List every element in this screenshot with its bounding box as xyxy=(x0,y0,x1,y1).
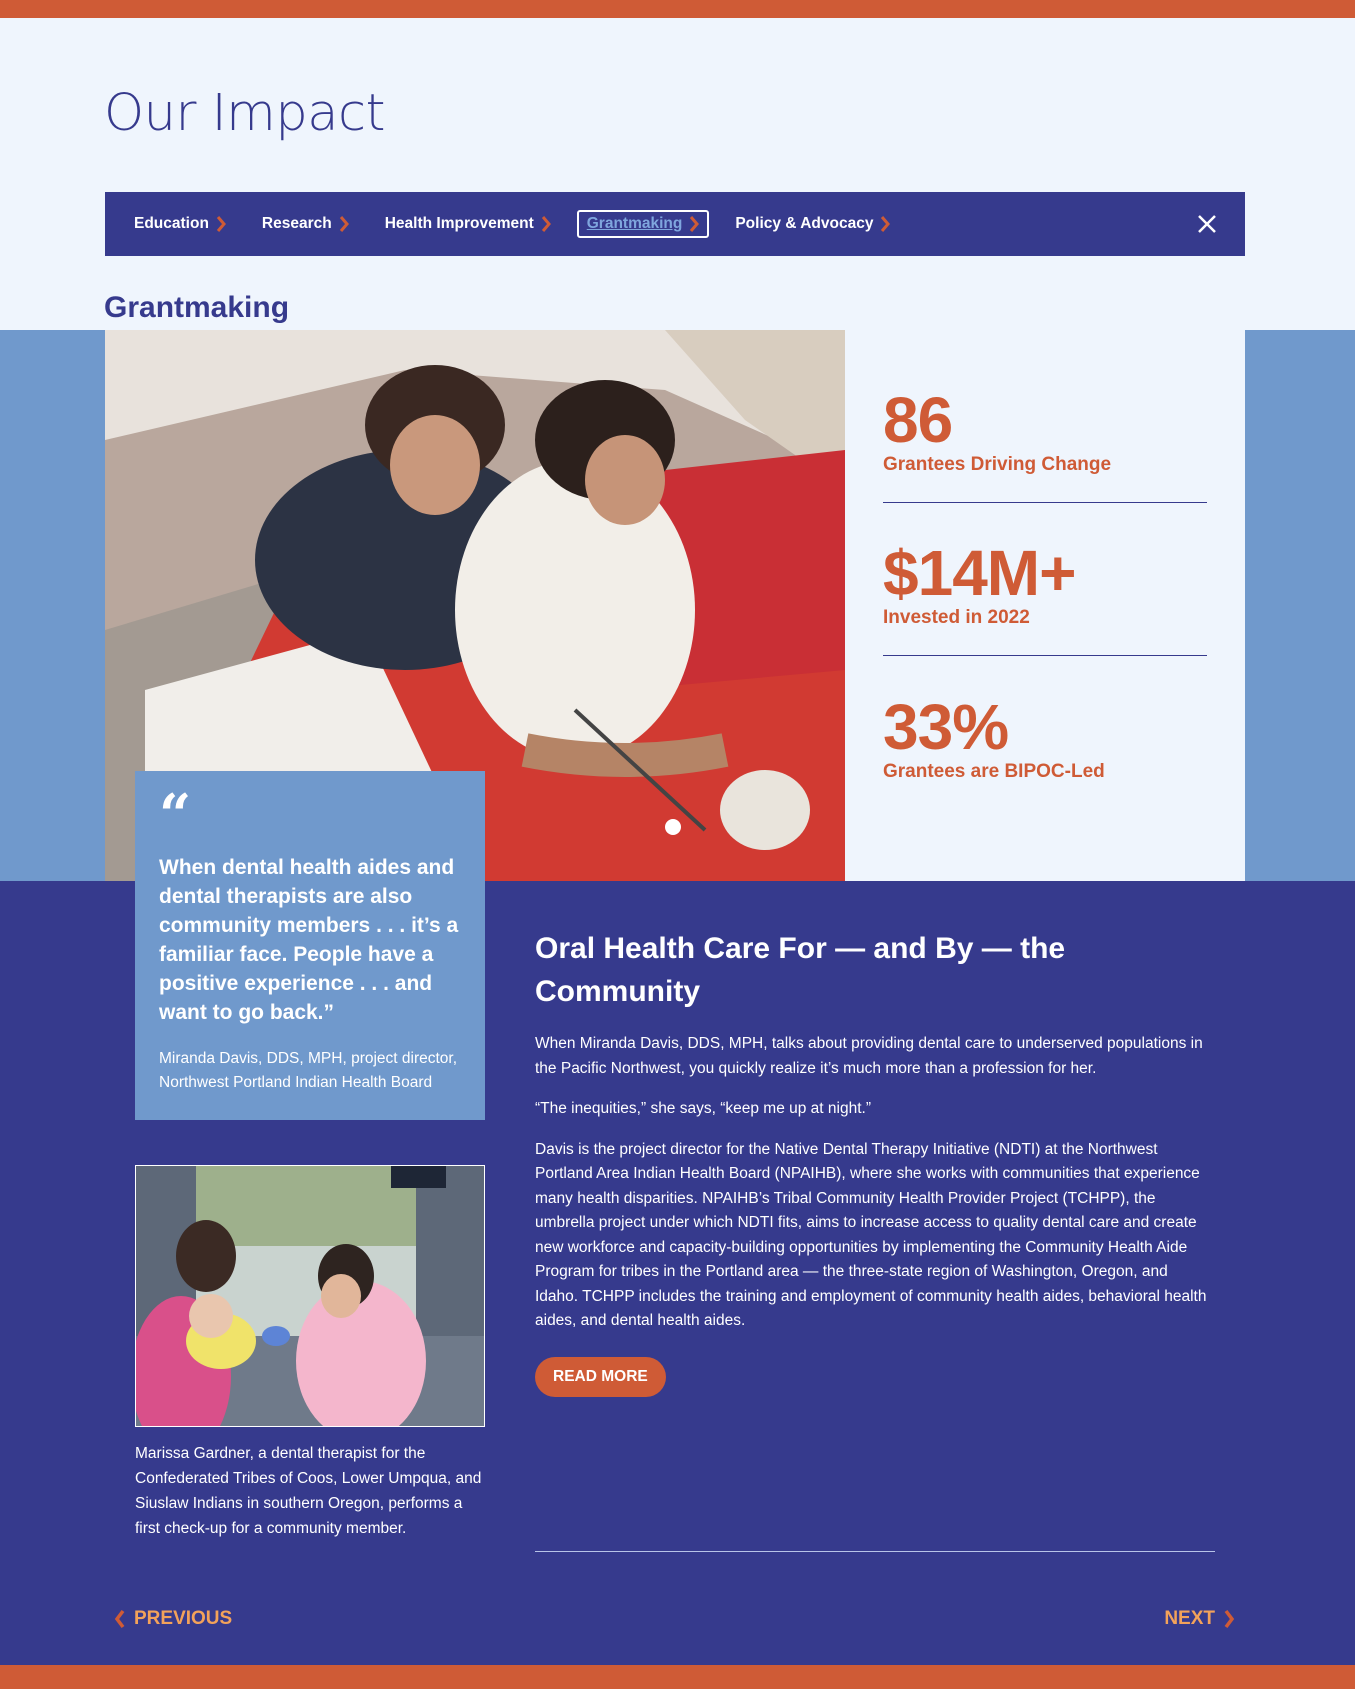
next-label: NEXT xyxy=(1164,1608,1215,1629)
stat-label: Invested in 2022 xyxy=(883,607,1030,628)
close-icon[interactable] xyxy=(1195,212,1219,236)
stat-label: Grantees Driving Change xyxy=(883,454,1112,475)
bottom-accent-bar xyxy=(0,1665,1355,1689)
checkup-photo xyxy=(135,1165,485,1427)
stat-invested xyxy=(883,537,1076,629)
chevron-right-icon xyxy=(880,216,890,232)
article-divider xyxy=(535,1551,1215,1552)
chevron-right-icon xyxy=(541,216,551,232)
nav-item-education[interactable] xyxy=(134,215,226,233)
quote-attribution-line: Miranda Davis, DDS, MPH, project director, xyxy=(159,1050,458,1067)
stat-value: 33% xyxy=(883,691,1009,763)
chevron-right-icon xyxy=(689,216,699,232)
stat-bipoc-led xyxy=(883,691,1105,783)
article-paragraph: Davis is the project director for the Native Dental Therapy Initiative (NDTI) at the Northwest Portland Area Indian Health Board (NPAIHB), where she works with communities that experience many health disparities. NPAIHB’s Tribal Community Health Provider Project (TCHPP), the umbrella project under which NDTI fits, aims to increase access to quality dental care and create new workforce and capacity-building opportunities by implementing the Community Health Aide Program for tribes in the Portland area — the three-state region of Washington, Oregon, and Idaho. TCHPP includes the training and employment of community health aides, behavioral health aides, and dental health aides. xyxy=(535,1140,1207,1329)
stat-divider xyxy=(883,502,1207,503)
photo-caption: Marissa Gardner, a dental therapist for the Confederated Tribes of Coos, Lower Umpqua, and Siuslaw Indians in southern Oregon, performs a first check-up for a community member. xyxy=(135,1445,482,1537)
impact-nav xyxy=(105,192,1245,256)
next-link[interactable] xyxy=(1164,1608,1235,1630)
stat-value: 86 xyxy=(883,384,953,456)
nav-item-research[interactable] xyxy=(262,215,349,233)
nav-item-grantmaking[interactable] xyxy=(577,210,710,238)
nav-item-label: Health Improvement xyxy=(384,215,534,232)
chevron-right-icon xyxy=(216,216,226,232)
read-more-button[interactable]: READ MORE xyxy=(535,1357,666,1397)
article-title: Oral Health Care For — and By — the Community xyxy=(535,932,1066,1008)
article xyxy=(535,927,1215,1397)
quote-attribution xyxy=(159,1047,461,1095)
chevron-right-icon xyxy=(1223,1609,1235,1629)
chevron-right-icon xyxy=(339,216,349,232)
quote-attribution-line: Northwest Portland Indian Health Board xyxy=(159,1074,433,1091)
previous-link[interactable] xyxy=(114,1608,232,1630)
nav-item-health-improvement[interactable] xyxy=(385,215,551,233)
page-title: Our Impact xyxy=(104,84,386,143)
previous-label: PREVIOUS xyxy=(134,1608,233,1629)
chevron-left-icon xyxy=(114,1609,126,1629)
article-paragraph: “The inequities,” she says, “keep me up at night.” xyxy=(535,1100,871,1117)
quote-text: When dental health aides and dental therapists are also community members . . . it’s a familiar face. People have a positive experience . . . and want to go back.” xyxy=(159,856,459,1024)
pull-quote xyxy=(135,771,485,1120)
stat-value: $14M+ xyxy=(883,537,1076,609)
stat-divider xyxy=(883,655,1207,656)
nav-item-label: Grantmaking xyxy=(586,215,683,232)
article-paragraph: When Miranda Davis, DDS, MPH, talks about providing dental care to underserved populations in the Pacific Northwest, you quickly realize it’s much more than a profession for her. xyxy=(535,1035,1203,1077)
nav-item-label: Policy & Advocacy xyxy=(735,215,874,232)
nav-item-policy-advocacy[interactable] xyxy=(735,215,890,233)
nav-item-label: Research xyxy=(261,215,332,232)
nav-item-label: Education xyxy=(134,215,209,232)
top-accent-bar xyxy=(0,0,1355,18)
section-title: Grantmaking xyxy=(104,291,290,324)
stat-label: Grantees are BIPOC-Led xyxy=(883,761,1105,782)
quote-mark-icon: “ xyxy=(159,782,192,848)
stat-grantees xyxy=(883,384,1112,476)
checkup-photo-illustration xyxy=(136,1166,485,1427)
